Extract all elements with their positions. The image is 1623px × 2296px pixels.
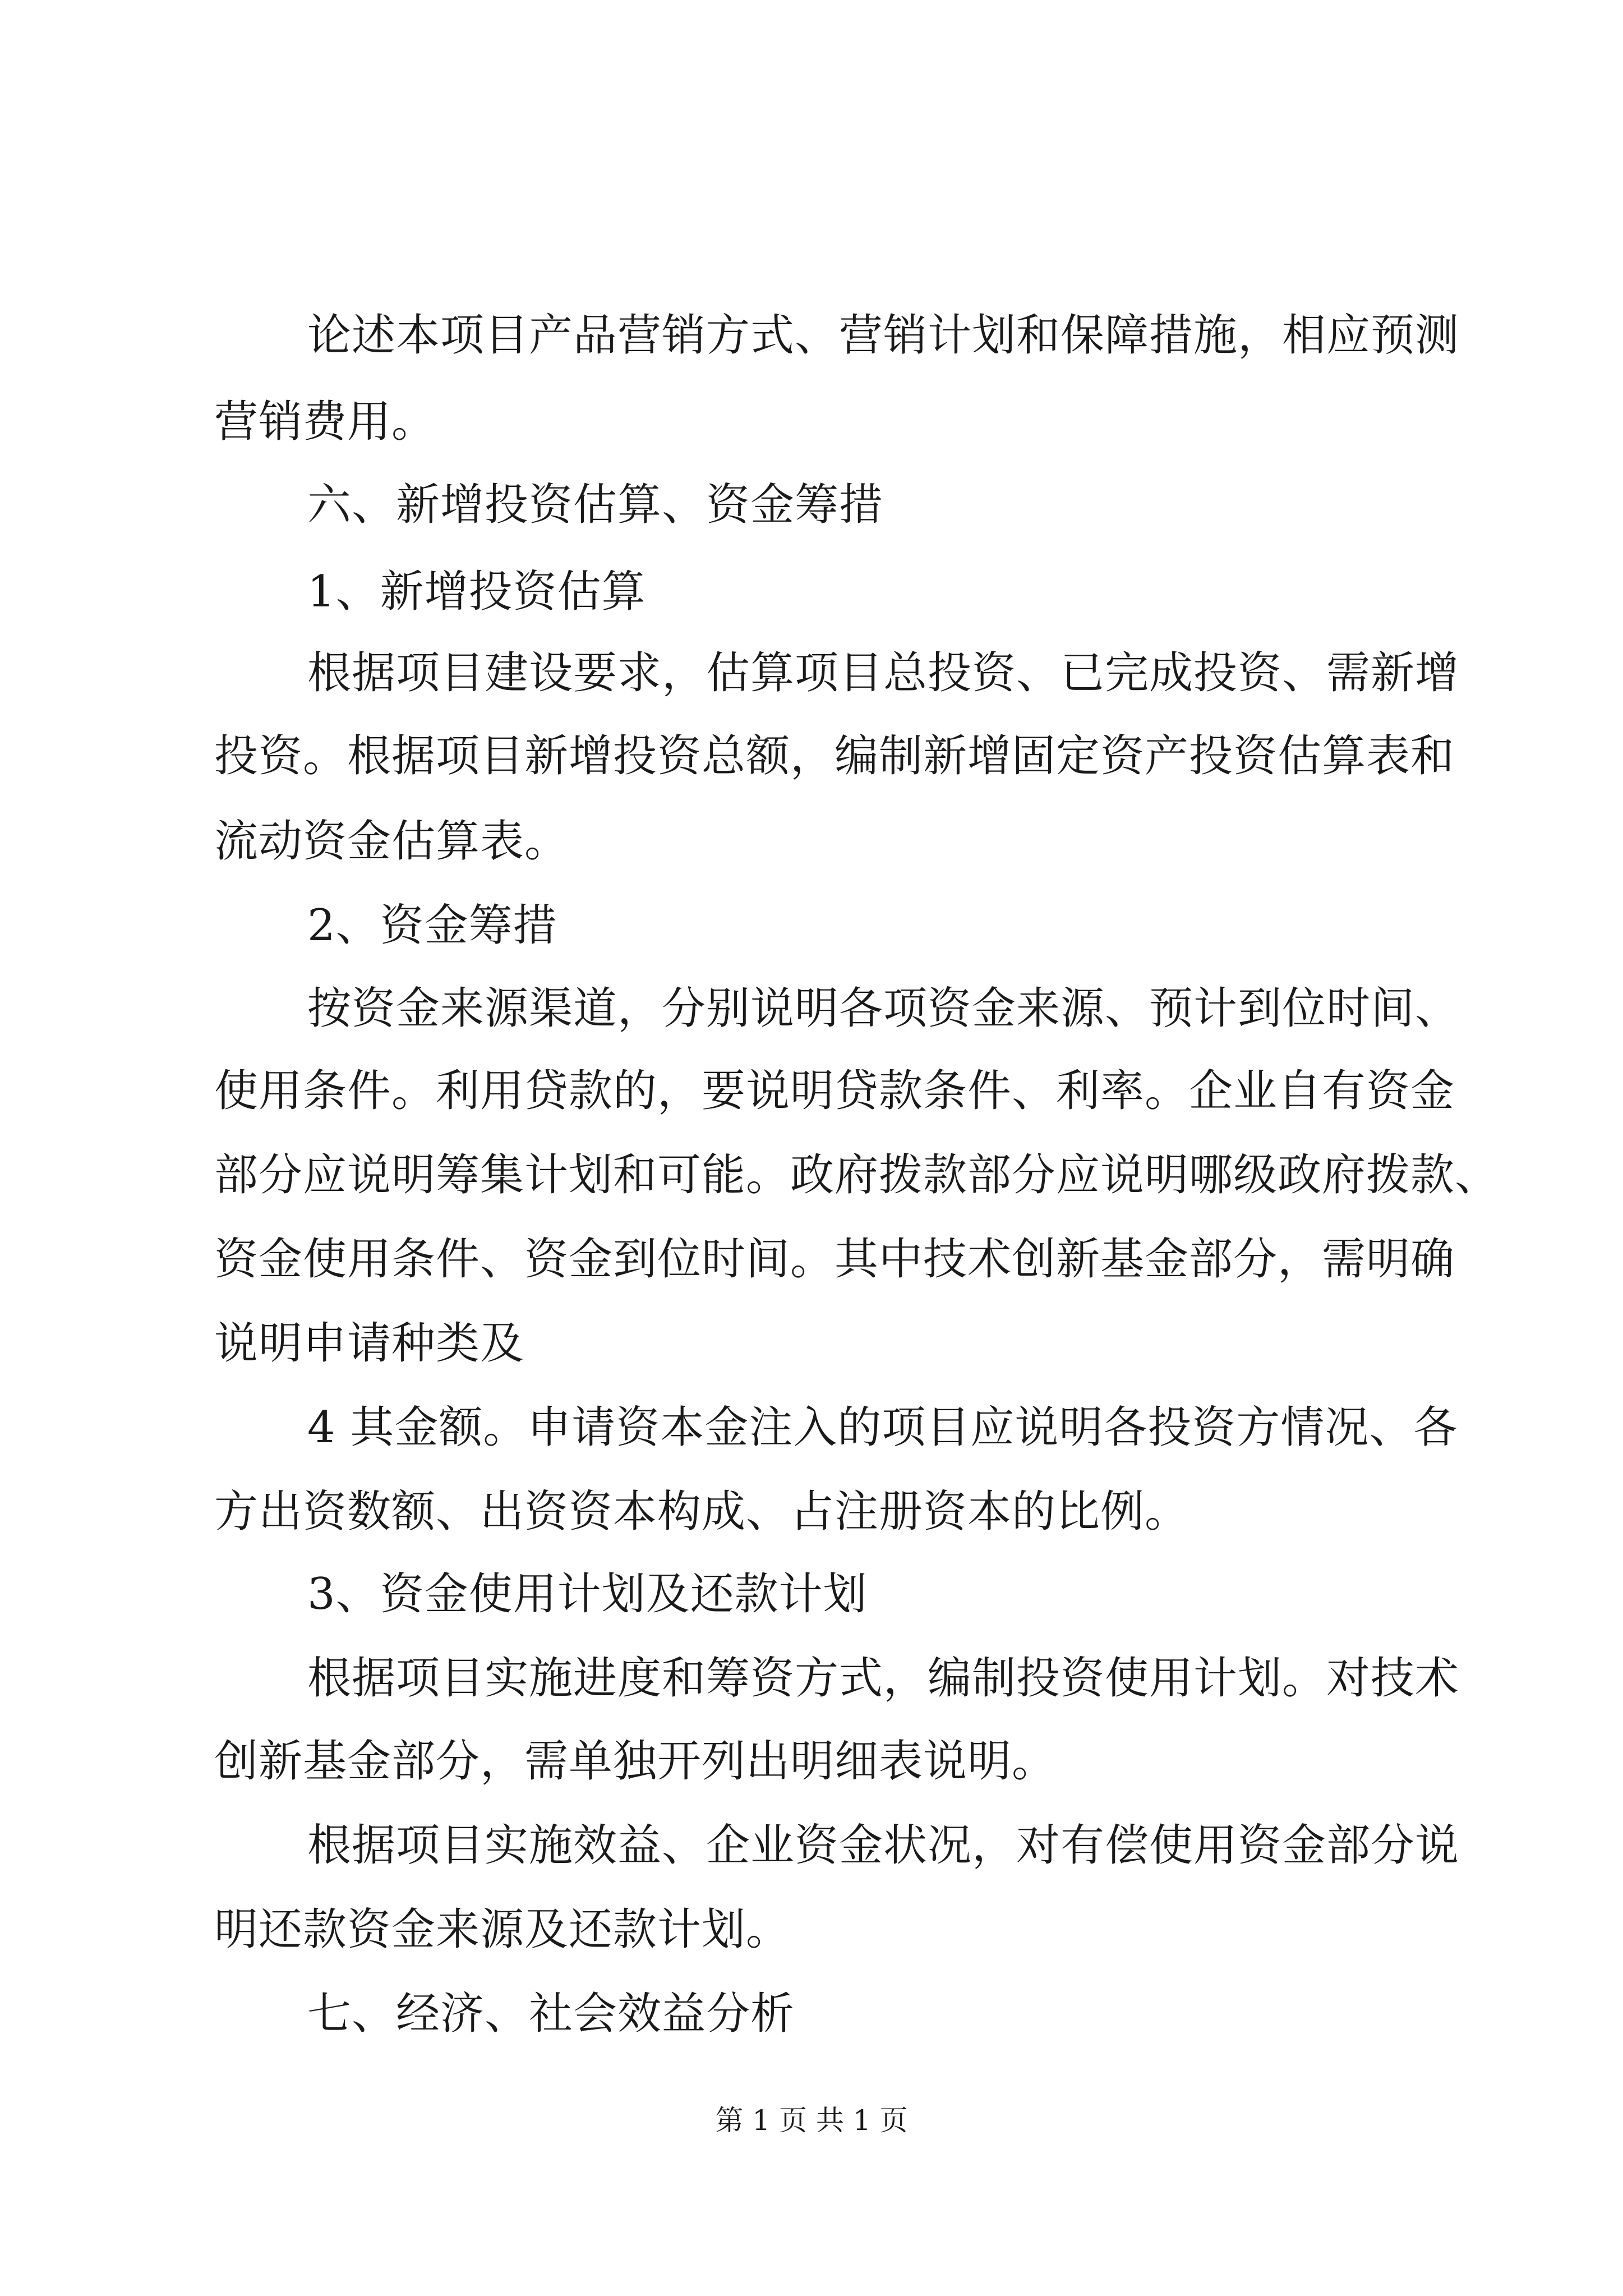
paragraph-line: 明还款资金来源及还款计划。 <box>214 1904 791 1955</box>
page-footer: 第 1 页 共 1 页 <box>715 2104 908 2137</box>
subsection-heading: 1、新增投资估算 <box>307 567 646 617</box>
paragraph-line: 4 其金额。申请资本金注入的项目应说明各投资方情况、各 <box>307 1402 1458 1453</box>
subsection-heading: 3、资金使用计划及还款计划 <box>307 1569 868 1619</box>
subsection-heading: 2、资金筹措 <box>307 900 557 951</box>
paragraph-line: 根据项目实施效益、企业资金状况，对有偿使用资金部分说 <box>307 1820 1460 1871</box>
paragraph-line: 使用条件。利用贷款的，要说明贷款条件、利率。企业自有资金 <box>214 1066 1455 1116</box>
paragraph-line: 根据项目建设要求，估算项目总投资、已完成投资、需新增 <box>307 648 1460 698</box>
paragraph-line: 说明申请种类及 <box>214 1318 525 1369</box>
paragraph-line: 营销费用。 <box>214 397 436 447</box>
paragraph-line: 按资金来源渠道，分别说明各项资金来源、预计到位时间、 <box>307 983 1460 1034</box>
section-heading: 七、经济、社会效益分析 <box>307 1989 795 2039</box>
paragraph-line: 根据项目实施进度和筹资方式，编制投资使用计划。对技术 <box>307 1653 1460 1704</box>
paragraph-line: 流动资金估算表。 <box>214 816 569 867</box>
paragraph-line: 创新基金部分，需单独开列出明细表说明。 <box>214 1736 1057 1787</box>
paragraph-line: 方出资数额、出资资本构成、占注册资本的比例。 <box>214 1487 1189 1537</box>
section-heading: 六、新增投资估算、资金筹措 <box>307 480 884 530</box>
paragraph-line: 资金使用条件、资金到位时间。其中技术创新基金部分，需明确 <box>214 1234 1455 1285</box>
paragraph-line: 论述本项目产品营销方式、营销计划和保障措施，相应预测 <box>307 310 1460 361</box>
paragraph-line: 投资。根据项目新增投资总额，编制新增固定资产投资估算表和 <box>214 731 1455 781</box>
paragraph-line: 部分应说明筹集计划和可能。政府拨款部分应说明哪级政府拨款、 <box>214 1150 1500 1200</box>
